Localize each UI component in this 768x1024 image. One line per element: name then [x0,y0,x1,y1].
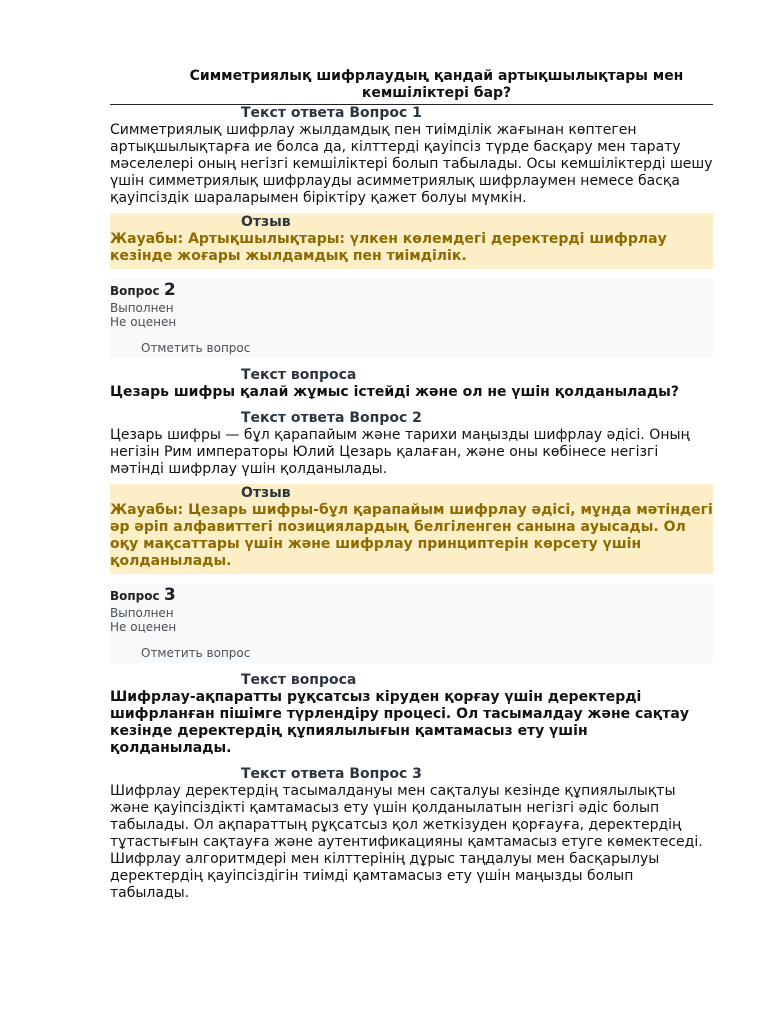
question-2-feedback [110,484,713,574]
question-3-content [110,672,713,757]
question-text: Цезарь шифры қалай жұмыс істейді және ол не үшін қолданылады? [110,384,679,400]
page-title-line-2: кемшіліктері бар? [361,85,512,101]
question-state: Выполнен [110,301,174,315]
question-1-feedback [110,213,713,269]
document-page [110,68,713,902]
answer-label: Текст ответа Вопрос 2 [241,410,422,426]
question-3-answer [110,766,713,902]
question-prefix: Вопрос [110,589,160,603]
question-2-heading [110,280,713,301]
flag-question-link[interactable]: Отметить вопрос [141,341,251,355]
question-label: Текст вопроса [241,672,357,688]
page-title-line-1: Симметриялық шифрлаудың қандай артықшылықтары мен [189,68,684,84]
question-2-info [110,278,713,358]
answer-text: Симметриялық шифрлау жылдамдық пен тиімділік жағынан көптеген артықшылықтарға ие болса да, кілттерді қауіпсіз түрде басқару мен тарату мәселелері оның негізгі кемшіліктері болып табылады. Осы кемшіліктерді шешу үшін симметриялық шифрлауды асимметриялық шифрлаумен немесе басқа қауіпсіздік шараларымен біріктіру қажет болуы мүмкін. [110,122,713,206]
answer-text: Цезарь шифры — бұл қарапайым және тарихи маңызды шифрлау әдісі. Оның негізін Рим императоры Юлий Цезарь қалаған, және оны көбінесе негізгі мәтінді шифрлау үшін қолданылады. [110,427,690,477]
flag-question-link[interactable]: Отметить вопрос [141,646,251,660]
feedback-label: Отзыв [241,214,291,230]
page-title [110,68,713,102]
feedback-text: Жауабы: Цезарь шифры-бұл қарапайым шифрлау әдісі, мұнда мәтіндегі әр әріп алфавиттегі позициялардың белгіленген санына ауысады. Ол оқу мақсаттары үшін және шифрлау принциптерін көрсету үшін қолданылады. [110,502,713,569]
question-state: Выполнен [110,606,174,620]
answer-text: Шифрлау деректердің тасымалдануы мен сақталуы кезінде құпиялылықты және қауіпсіздікті қамтамасыз ету үшін қолданылатын негізгі әдіс болып табылады. Ол ақпараттың рұқсатсыз қол жеткізуден қорғауға, деректердің тұтастығын сақтауға және аутентификацияны қамтамасыз етуге көмектеседі. Шифрлау алгоритмдері мен кілттерінің дұрыс таңдалуы мен басқарылуы деректердің қауіпсіздігін тиімді қамтамасыз ету үшін маңызды болып табылады. [110,783,703,901]
question-label: Текст вопроса [241,367,357,383]
question-2-answer [110,410,713,478]
feedback-label: Отзыв [241,485,291,501]
question-grade: Не оценен [110,315,177,329]
question-3-info [110,583,713,663]
answer-label: Текст ответа Вопрос 1 [241,105,422,121]
question-1-answer [110,105,713,207]
question-3-heading [110,585,713,606]
question-grade: Не оценен [110,620,177,634]
question-number: 3 [163,585,176,605]
answer-label: Текст ответа Вопрос 3 [241,766,422,782]
question-prefix: Вопрос [110,284,160,298]
question-number: 2 [163,280,176,300]
question-text: Шифрлау-ақпаратты рұқсатсыз кіруден қорғау үшін деректерді шифрланған пішімге түрлендіру процесі. Ол тасымалдау және сақтау кезінде деректердің құпиялылығын қамтамасыз ету үшін қолданылады. [110,689,689,756]
question-2-content [110,367,713,401]
feedback-text: Жауабы: Артықшылықтары: үлкен көлемдегі деректерді шифрлау кезінде жоғары жылдамдық пен тиімділік. [110,231,667,264]
